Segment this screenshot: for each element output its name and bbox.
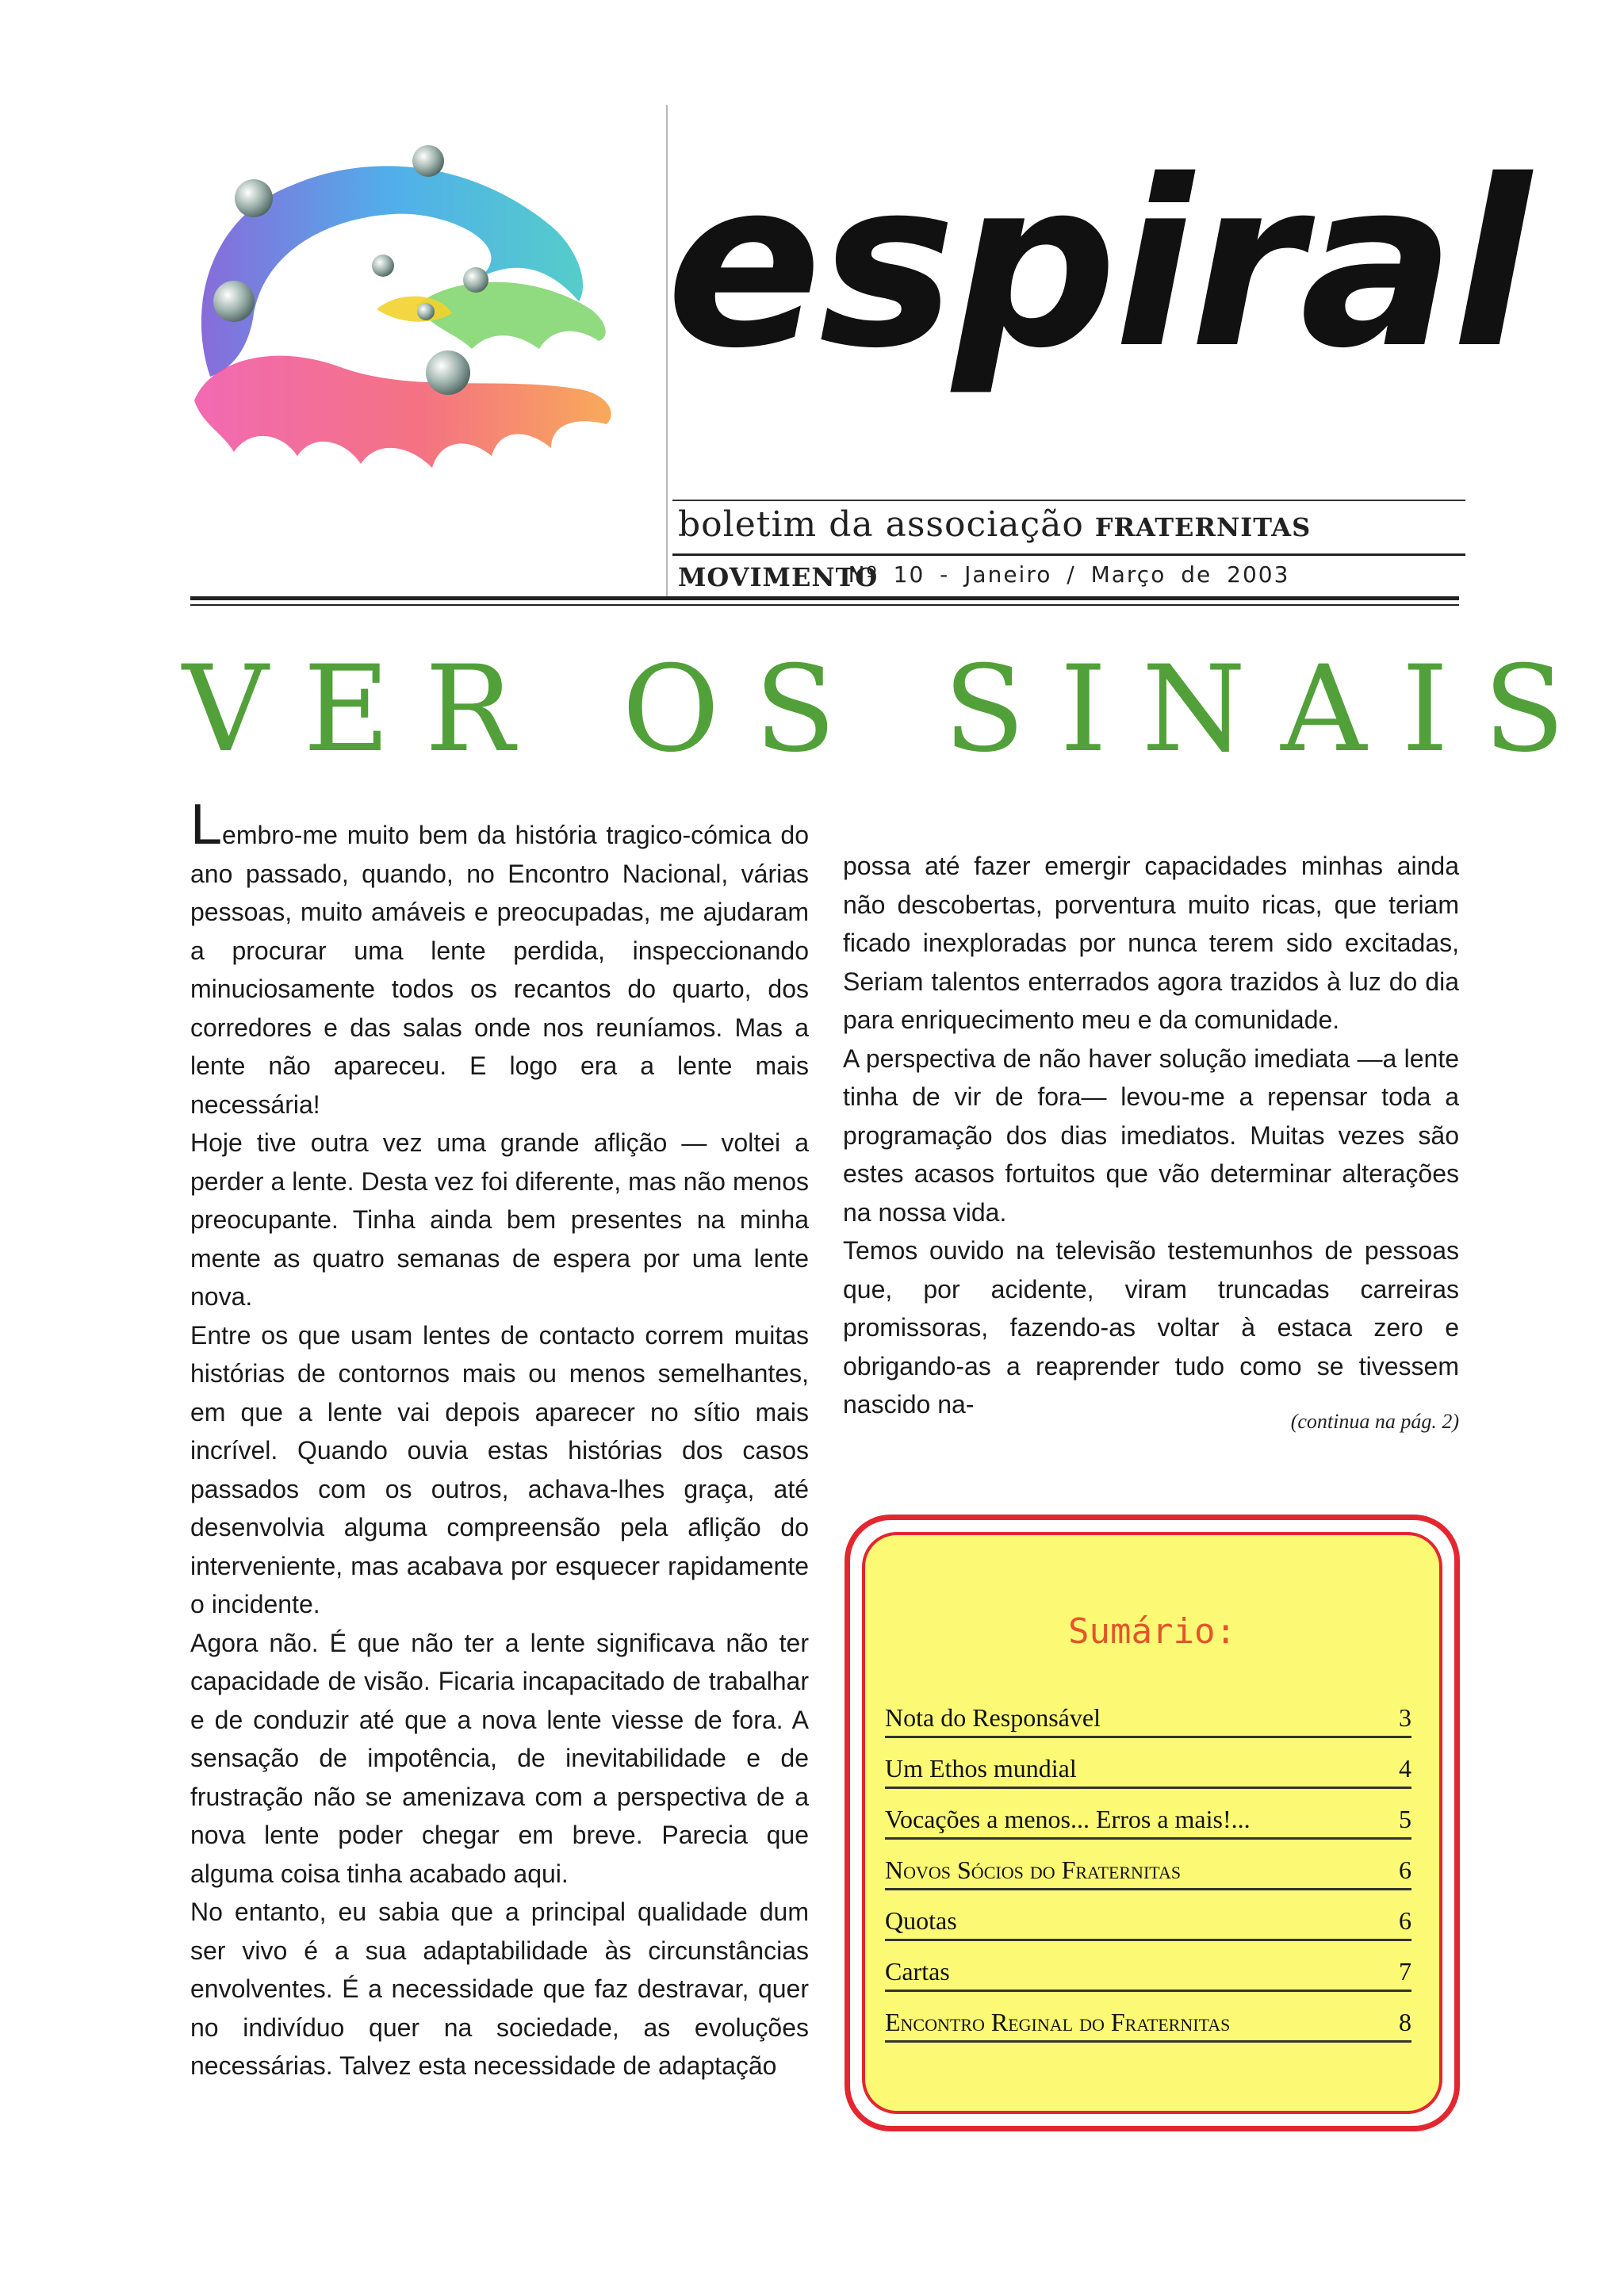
article-paragraph: Agora não. É que não ter a lente significava não ter capacidade de visão. Ficaria incapacitado de trabalhar e de conduzir até que a nova lente viesse de fora. A sensação de impotência, de inevitabilidade e de frustração não se amenizava com a perspectiva de a nova lente poder chegar em breve. Parecia que alguma coisa tinha acabado aqui. xyxy=(190,1628,809,1888)
summary-item xyxy=(885,1789,1411,1840)
summary-item-page: 4 xyxy=(1399,1754,1411,1783)
summary-item xyxy=(885,1687,1411,1738)
summary-item xyxy=(885,1738,1411,1789)
summary-item-label: Novos Sócios do Fraternitas xyxy=(885,1855,1182,1884)
summary-item-label: Um Ethos mundial xyxy=(885,1754,1077,1783)
summary-item-page: 5 xyxy=(1399,1805,1411,1833)
article-column-left xyxy=(190,793,809,2085)
spiral-figures-logo-icon xyxy=(178,139,622,488)
summary-box xyxy=(845,1515,1460,2131)
drop-cap: L xyxy=(190,793,223,856)
article-paragraph: Temos ouvido na televisão testemunhos de pessoas que, por acidente, viram truncadas carreiras promissoras, fazendo-as voltar à estaca zero e obrigando-as a reaprender tudo como se tivessem nascido na- xyxy=(843,1236,1459,1419)
issue-line: Nº 10 - Janeiro / Março de 2003 xyxy=(848,561,1290,588)
summary-item-page: 6 xyxy=(1399,1906,1411,1935)
summary-item-label: Vocações a menos... Erros a mais!... xyxy=(885,1805,1251,1833)
summary-item xyxy=(885,1890,1411,1941)
article-paragraph: Hoje tive outra vez uma grande aflição — voltei a perder a lente. Desta vez foi diferente, mas não menos preocupante. Tinha ainda bem presentes na minha mente as quatro semanas de espera por uma lente nova. xyxy=(190,1128,809,1311)
subtitle-prefix: boletim da associação xyxy=(678,504,1084,545)
article-paragraph: Entre os que usam lentes de contacto correm muitas histórias de contornos mais ou menos semelhantes, em que a lente vai depois aparecer no sítio mais incrível. Quando ouvia estas histórias dos casos passados com os outros, achava-lhes graça, até desenvolvia alguma compreensão pela aflição do interveniente, mas acabava por esquecer rapidamente o incidente. xyxy=(190,1320,809,1618)
summary-item-page: 6 xyxy=(1399,1855,1411,1884)
header-rule-thin xyxy=(190,604,1459,606)
article-paragraph: No entanto, eu sabia que a principal qualidade dum ser vivo é a sua adaptabilidade às circunstâncias envolventes. É a necessidade que faz destravar, quer no indivíduo quer na sociedade, as evoluções necessárias. Talvez esta necessidade de adaptação xyxy=(190,1898,809,2080)
masthead-title: espiral xyxy=(666,132,1528,399)
summary-item-label: Cartas xyxy=(885,1957,950,1986)
article-headline: VER OS SINAIS xyxy=(182,641,1600,779)
summary-item xyxy=(885,1992,1411,2043)
summary-item-label: Nota do Responsável xyxy=(885,1703,1101,1732)
subtitle-org: FRATERNITAS MOVIMENTO xyxy=(678,512,1312,592)
summary-item-page: 7 xyxy=(1399,1957,1411,1986)
summary-panel xyxy=(862,1532,1442,2114)
subtitle-rule-bottom xyxy=(672,553,1465,556)
summary-item-label: Encontro Reginal do Fraternitas xyxy=(885,2008,1231,2036)
article-paragraph: Lembro-me muito bem da história tragico-cómica do ano passado, quando, no Encontro Nacional, várias pessoas, muito amáveis e preocupadas, me ajudaram a procurar uma lente perdida, inspeccionando minuciosamente todos os recantos do quarto, dos corredores e das salas onde nos reuníamos. Mas a lente não apareceu. E logo era a lente mais necessária! xyxy=(190,793,809,1119)
summary-title: Sumário: xyxy=(1068,1611,1236,1652)
summary-item xyxy=(885,1941,1411,1992)
article-paragraph: possa até fazer emergir capacidades minhas ainda não descobertas, porventura muito ricas, que teriam ficado inexploradas por nunca terem sido excitadas, Seriam talentos enterrados agora trazidos à luz do dia para enriquecimento meu e da comunidade. xyxy=(843,852,1459,1034)
summary-item-label: Quotas xyxy=(885,1906,957,1935)
article-column-right xyxy=(843,847,1459,1424)
continued-note: (continua na pág. 2) xyxy=(1290,1410,1459,1433)
header-rule-thick xyxy=(190,596,1459,600)
article-paragraph: A perspectiva de não haver solução imediata —a lente tinha de vir de fora— levou-me a repensar toda a programação dos dias imediatos. Muitas vezes são estes acasos fortuitos que vão determinar alterações na nossa vida. xyxy=(843,1044,1459,1227)
summary-item-page: 3 xyxy=(1399,1703,1411,1732)
summary-item-page: 8 xyxy=(1399,2008,1411,2036)
summary-list xyxy=(885,1687,1411,2043)
summary-item xyxy=(885,1840,1411,1890)
